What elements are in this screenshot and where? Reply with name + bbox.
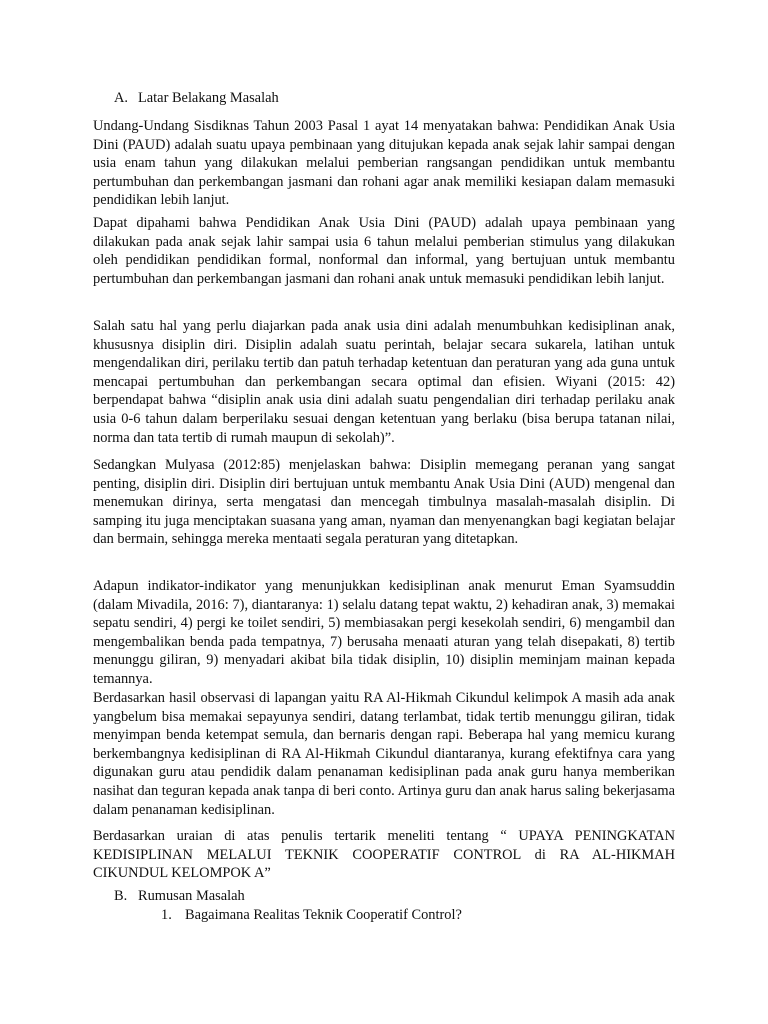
section-a-marker: A. — [114, 90, 128, 106]
list-item-text: Bagaimana Realitas Teknik Cooperatif Control? — [185, 907, 462, 923]
section-b-title: Rumusan Masalah — [138, 888, 245, 904]
section-b-marker: B. — [114, 888, 128, 904]
section-a-heading — [114, 89, 279, 108]
section-a-title: Latar Belakang Masalah — [138, 90, 279, 106]
paragraph-indikator: Adapun indikator-indikator yang menunjukkan kedisiplinan anak menurut Eman Syamsuddin (dalam Mivadila, 2016: 7), diantaranya: 1) selalu datang tepat waktu, 2) kehadiran anak, 3) memakai sepatu sendiri, 4) pergi ke toilet sendiri, 5) membiasakan pergi kesekolah sendiri, 6) mengambil dan mengembalikan benda pada tempatnya, 7) berusaha menaati aturan yang telah disepakati, 8) tertib menunggu giliran, 9) menyadari akibat bila tidak disiplin, 10) disiplin meminjam mainan kepada temannya. — [93, 578, 675, 687]
paragraph-sisdiknas: Undang-Undang Sisdiknas Tahun 2003 Pasal 1 ayat 14 menyatakan bahwa: Pendidikan Anak Usia Dini (PAUD) adalah suatu upaya pembinaan yang ditujukan kepada anak sejak lahir sampai dengan usia enam tahun yang dilakukan melalui pemberian rangsangan pendidikan untuk membantu pertumbuhan dan perkembangan jasmani dan rohani agar anak memiliki kesiapan dalam memasuki pendidikan lebih lanjut. — [93, 118, 675, 209]
section-b-heading — [114, 887, 245, 906]
list-item-number: 1. — [161, 907, 172, 923]
paragraph-judul-penelitian: Berdasarkan uraian di atas penulis tertarik meneliti tentang “ UPAYA PENINGKATAN KEDISIPLINAN MELALUI TEKNIK COOPERATIF CONTROL di RA AL-HIKMAH CIKUNDUL KELOMPOK A” — [93, 828, 675, 882]
rumusan-masalah-list — [161, 906, 462, 925]
paragraph-observasi: Berdasarkan hasil observasi di lapangan yaitu RA Al-Hikmah Cikundul kelimpok A masih ada anak yangbelum bisa memakai sepayunya sendiri, datang terlambat, tidak tertib menunggu giliran, tidak menyimpan benda ketempat semula, dan bernaris dengan rapi. Beberapa hal yang memicu kurang berkembangnya kedisiplinan di RA Al-Hikmah Cikundul diantaranya, kurang efektifnya cara yang digunakan guru atau pendidik dalam penanaman kedisiplinan pada anak guru hanya memberikan nasihat dan teguran kepada anak tanpa di beri conto. Artinya guru dan anak harus saling bekerjasama dalam penanaman kedisiplinan. — [93, 690, 675, 818]
paragraph-kedisiplinan: Salah satu hal yang perlu diajarkan pada anak usia dini adalah menumbuhkan kedisiplinan anak, khususnya disiplin diri. Disiplin adalah suatu perintah, belajar secara sukarela, latihan untuk mengendalikan diri, perilaku tertib dan patuh terhadap ketentuan dan peraturan yang ada guna untuk mencapai pertumbuhan dan perkembangan secara optimal dan efisien. Wiyani (2015: 42) berpendapat bahwa “disiplin anak usia dini adalah suatu pengendalian diri terhadap perilaku anak usia 0-6 tahun dalam berperilaku sesuai dengan ketentuan yang berlaku (bisa berupa tatanan nilai, norma dan tata tertib di rumah maupun di sekolah)”. — [93, 318, 675, 446]
list-item — [161, 906, 462, 925]
paragraph-paud-definition: Dapat dipahami bahwa Pendidikan Anak Usia Dini (PAUD) adalah upaya pembinaan yang dilakukan pada anak sejak lahir sampai usia 6 tahun melalui pemberian stimulus yang dilakukan oleh pendidikan pendidikan formal, nonformal dan informal, yang bertujuan untuk membantu pertumbuhan dan perkembangan jasmani dan rohani anak untuk memasuki pendidikan lebih lanjut. — [93, 215, 675, 287]
paragraph-mulyasa: Sedangkan Mulyasa (2012:85) menjelaskan bahwa: Disiplin memegang peranan yang sangat penting, disiplin diri. Disiplin diri bertujuan untuk membantu Anak Usia Dini (AUD) mengenal dan menemukan dirinya, serta mengatasi dan mencegah timbulnya masalah-masalah disiplin. Di samping itu juga menciptakan suasana yang aman, nyaman dan menyenangkan bagi kegiatan belajar dan bermain, sehingga mereka mentaati segala peraturan yang ditetapkan. — [93, 457, 675, 548]
